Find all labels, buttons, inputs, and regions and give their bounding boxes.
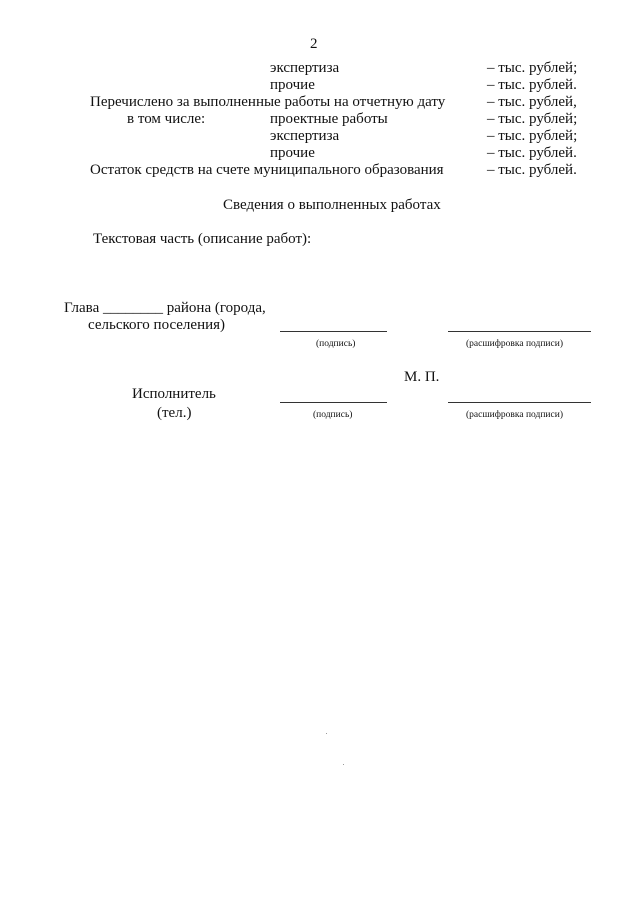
scan-speck <box>326 733 327 734</box>
head-signature-caption: (подпись) <box>316 339 356 349</box>
executor-phone: (тел.) <box>157 405 192 421</box>
executor-signature-line <box>280 402 387 403</box>
row-1-middle: экспертиза <box>270 60 340 76</box>
executor-title: Исполнитель <box>132 386 216 402</box>
row-4-amount: – тыс. рублей; <box>487 111 578 127</box>
row-4-middle: проектные работы <box>270 111 388 127</box>
row-5-middle: экспертиза <box>270 128 340 144</box>
head-title-line2: сельского поселения) <box>88 317 226 333</box>
row-4-label: в том числе: <box>127 111 206 127</box>
executor-signature-caption: (подпись) <box>313 410 353 420</box>
scan-speck <box>343 764 344 765</box>
head-decoding-caption: (расшифровка подписи) <box>466 339 563 349</box>
row-3-label: Перечислено за выполненные работы на отчетную дату <box>90 94 446 110</box>
executor-decoding-caption: (расшифровка подписи) <box>466 410 563 420</box>
row-3-amount: – тыс. рублей, <box>487 94 577 110</box>
row-2-middle: прочие <box>270 77 315 93</box>
page-number: 2 <box>310 36 318 52</box>
row-6-amount: – тыс. рублей. <box>487 145 577 161</box>
head-signature-line <box>280 331 387 332</box>
head-title-line1: Глава ________ района (города, <box>64 300 266 316</box>
row-7-amount: – тыс. рублей. <box>487 162 577 178</box>
row-5-amount: – тыс. рублей; <box>487 128 578 144</box>
row-2-amount: – тыс. рублей. <box>487 77 577 93</box>
row-1-amount: – тыс. рублей; <box>487 60 578 76</box>
row-6-middle: прочие <box>270 145 315 161</box>
executor-decoding-line <box>448 402 591 403</box>
head-decoding-line <box>448 331 591 332</box>
stamp-place: М. П. <box>404 369 440 385</box>
section-title: Сведения о выполненных работах <box>223 197 441 213</box>
row-7-label: Остаток средств на счете муниципального образования <box>90 162 444 178</box>
text-part-label: Текстовая часть (описание работ): <box>93 231 312 247</box>
